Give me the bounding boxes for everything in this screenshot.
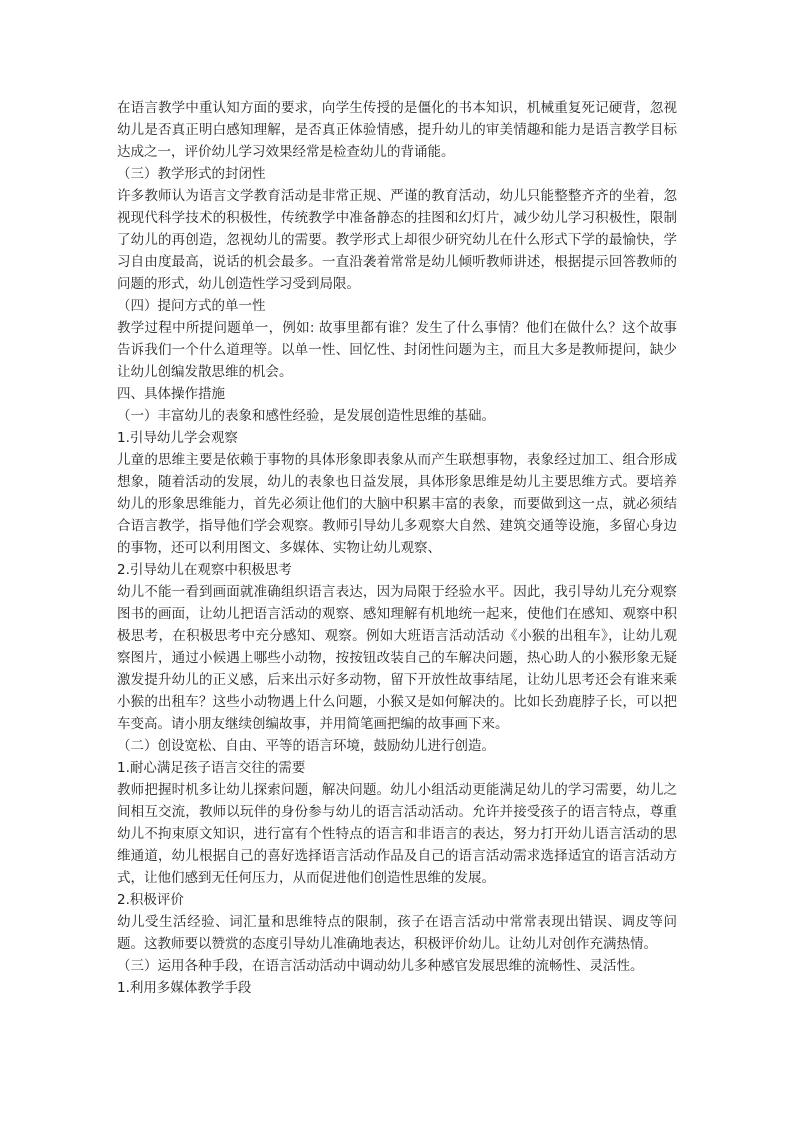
- body-paragraph: 幼儿受生活经验、词汇量和思维特点的限制，孩子在语言活动中常常表现出错误、调皮等问题。这教师要以赞赏的态度引导幼儿准确地表达，积极评价幼儿。让幼儿对创作充满热情。: [117, 914, 677, 952]
- body-paragraph: 许多教师认为语言文学教育活动是非常正规、严谨的教育活动，幼儿只能整整齐齐的坐着，忽视现代科学技术的积极性，传统教学中准备静态的挂图和幻灯片，减少幼儿学习积极性，限制了幼儿的再创造，忽视幼儿的需要。教学形式上却很少研究幼儿在什么形式下学的最愉快，学习自由度最高，说话的机会最多。一直沿袭着常常是幼儿倾听教师讲述，根据提示回答教师的问题的形式，幼儿创造性学习受到局限。: [117, 188, 677, 292]
- subsection-heading: （二）创设宽松、自由、平等的语言环境，鼓励幼儿进行创造。: [117, 738, 495, 754]
- body-paragraph: 儿童的思维主要是依赖于事物的具体形象即表象从而产生联想事物，表象经过加工、组合形成想象，随着活动的发展，幼儿的表象也日益发展，具体形象思维是幼儿主要思维方式。要培养幼儿的形象思维能力，首先必须让他们的大脑中积累丰富的表象，而要做到这一点，就必须结合语言教学，指导他们学会观察。教师引导幼儿多观察大自然、建筑交通等设施，多留心身边的事物，还可以利用图文、多媒体、实物让幼儿观察、: [117, 452, 677, 556]
- section-heading: （三）教学形式的封闭性: [117, 166, 266, 182]
- subsection-heading: （三）运用各种手段，在语言活动活动中调动幼儿多种感官发展思维的流畅性、灵活性。: [117, 958, 644, 974]
- section-heading: 四、具体操作措施: [117, 386, 225, 402]
- body-paragraph: 教师把握时机多让幼儿探索问题，解决问题。幼儿小组活动更能满足幼儿的学习需要，幼儿之间相互交流，教师以玩伴的身份参与幼儿的语言活动活动。允许并接受孩子的语言特点，尊重幼儿不拘束原文知识，进行富有个性特点的语言和非语言的表达，努力打开幼儿语言活动的思维通道，幼儿根据自己的喜好选择语言活动作品及自己的语言活动需求选择适宜的语言活动方式，让他们感到无任何压力，从而促进他们创造性思维的发展。: [117, 782, 677, 886]
- item-heading: 2.引导幼儿在观察中积极思考: [117, 562, 292, 578]
- body-paragraph: 教学过程中所提问题单一，例如: 故事里都有谁？发生了什么事情？他们在做什么？这个故事告诉我们一个什么道理等。以单一性、回忆性、封闭性问题为主，而且大多是教师提问，缺少让幼儿创编发散思维的机会。: [117, 320, 677, 380]
- item-heading: 1.引导幼儿学会观察: [117, 430, 238, 446]
- item-heading: 1.耐心满足孩子语言交往的需要: [117, 760, 306, 776]
- body-paragraph: 在语言教学中重认知方面的要求，向学生传授的是僵化的书本知识，机械重复死记硬背，忽视幼儿是否真正明白感知理解，是否真正体验情感，提升幼儿的审美情趣和能力是语言教学目标达成之一，评价幼儿学习效果经常是检查幼儿的背诵能。: [117, 100, 677, 160]
- subsection-heading: （一）丰富幼儿的表象和感性经验，是发展创造性思维的基础。: [117, 408, 495, 424]
- document-page: [117, 97, 677, 999]
- body-paragraph: 幼儿不能一看到画面就准确组织语言表达，因为局限于经验水平。因此，我引导幼儿充分观察图书的画面，让幼儿把语言活动的观察、感知理解有机地统一起来，使他们在感知、观察中积极思考，在积极思考中充分感知、观察。例如大班语言活动活动《小猴的出租车》，让幼儿观察图片，通过小候遇上哪些小动物，按按钮改装自己的车解决问题，热心助人的小猴形象无疑激发提升幼儿的正义感，后来出示好多动物，留下开放性故事结尾，让幼儿思考还会有谁来乘小猴的出租车？这些小动物遇上什么问题，小猴又是如何解决的。比如长劲鹿脖子长，可以把车变高。请小朋友继续创编故事，并用简笔画把编的故事画下来。: [117, 584, 677, 732]
- item-heading: 1.利用多媒体教学手段: [117, 980, 252, 996]
- item-heading: 2.积极评价: [117, 892, 184, 908]
- section-heading: （四）提问方式的单一性: [117, 298, 266, 314]
